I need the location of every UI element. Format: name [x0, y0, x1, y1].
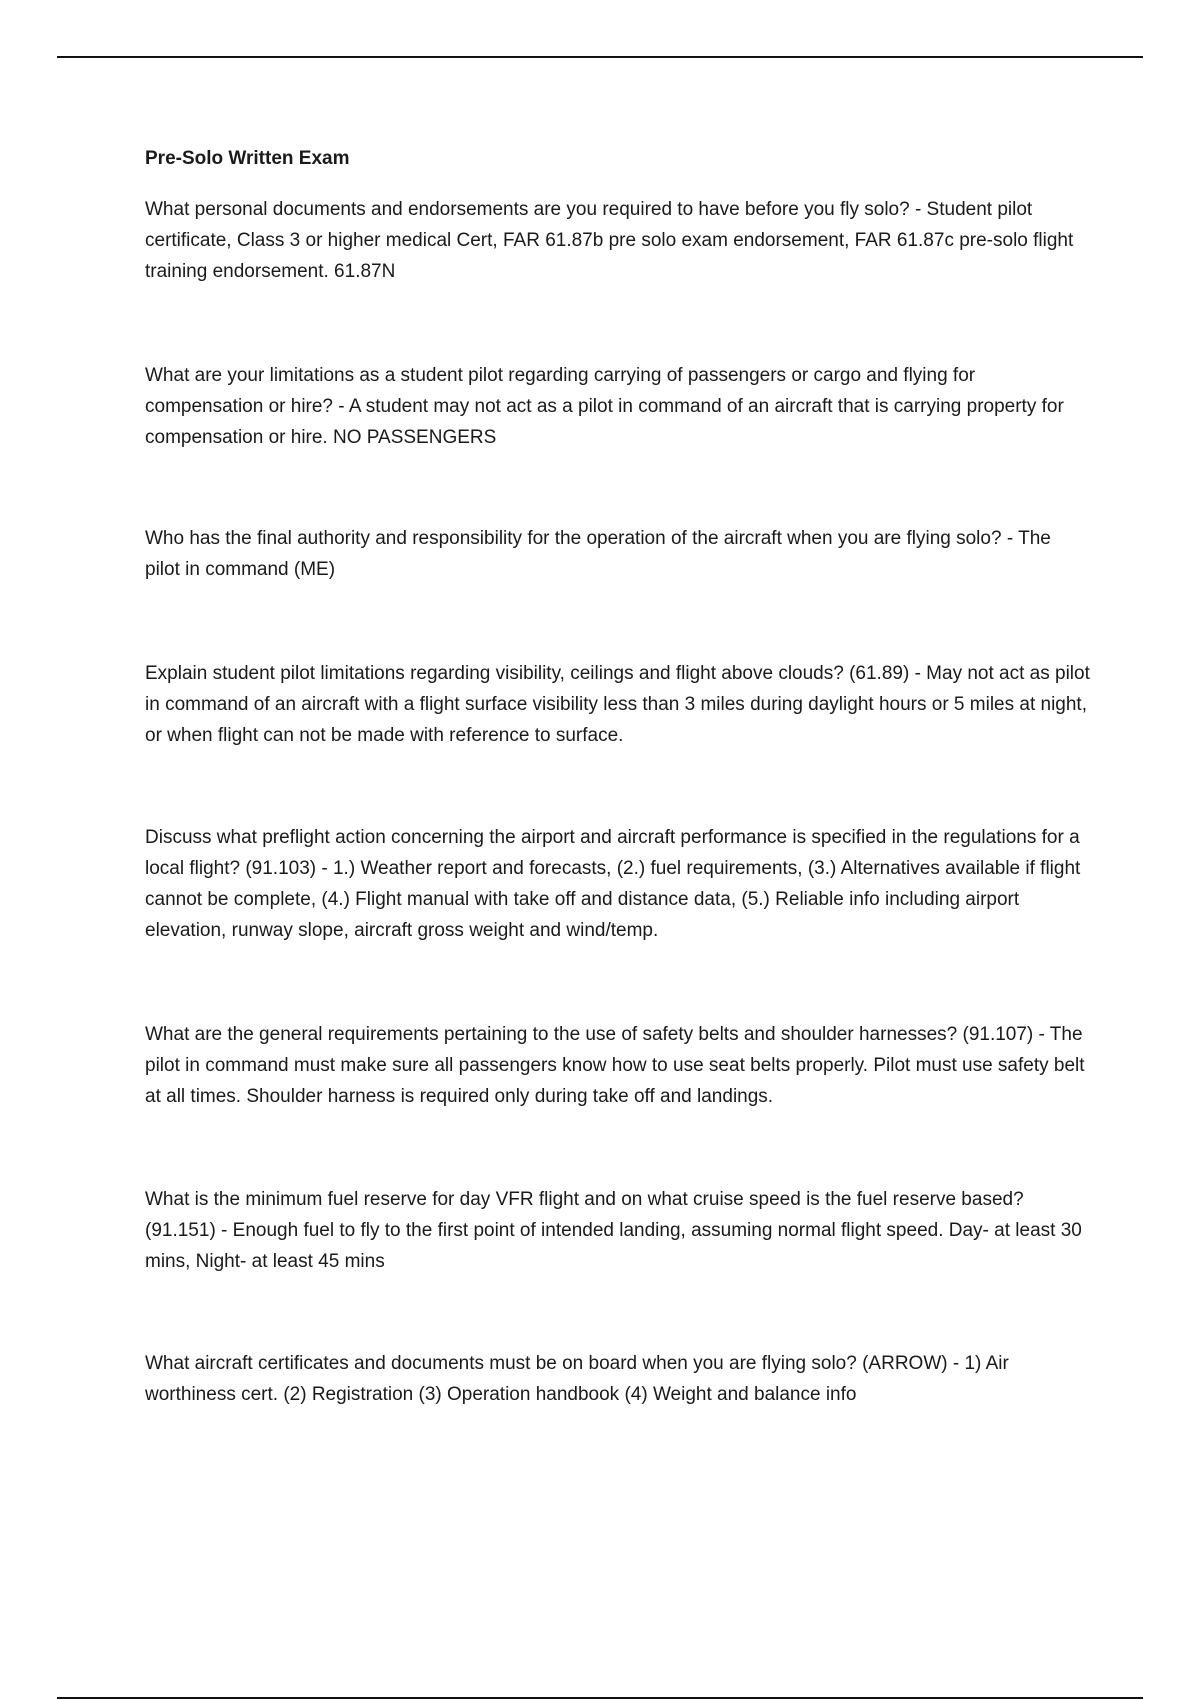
- qa-item-7: What is the minimum fuel reserve for day VFR flight and on what cruise speed is the fuel reserve based? (91.151) - Enough fuel to fly to the first point of intended landing, assuming normal flight speed. Day- at least 30 mins, Night- at least 45 mins: [145, 1189, 1082, 1272]
- footer-rule: [57, 1697, 1143, 1699]
- qa-item-8: What aircraft certificates and documents must be on board when you are flying solo? (ARROW) - 1) Air worthiness cert. (2) Registration (3) Operation handbook (4) Weight and balance info: [145, 1353, 1009, 1405]
- qa-item-1: What personal documents and endorsements are you required to have before you fly solo? - Student pilot certificate, Class 3 or higher medical Cert, FAR 61.87b pre solo exam endorsement, FAR 61.87c pre-solo flight training endorsement. 61.87N: [145, 199, 1074, 282]
- header-rule: [57, 56, 1143, 58]
- qa-item-2: What are your limitations as a student pilot regarding carrying of passengers or cargo and flying for compensation or hire? - A student may not act as a pilot in command of an aircraft that is carrying property for compensation or hire. NO PASSENGERS: [145, 365, 1064, 448]
- document-title: Pre-Solo Written Exam: [145, 148, 350, 169]
- document-body: [145, 144, 1090, 1405]
- qa-item-4: Explain student pilot limitations regarding visibility, ceilings and flight above clouds? (61.89) - May not act as pilot in command of an aircraft with a flight surface visibility less than 3 miles during daylight hours or 5 miles at night, or when flight can not be made with reference to surface.: [145, 663, 1090, 746]
- qa-item-5: Discuss what preflight action concerning the airport and aircraft performance is specified in the regulations for a local flight? (91.103) - 1.) Weather report and forecasts, (2.) fuel requirements, (3.) Alternatives available if flight cannot be complete, (4.) Flight manual with take off and distance data, (5.) Reliable info including airport elevation, runway slope, aircraft gross weight and wind/temp.: [145, 827, 1081, 941]
- qa-item-6: What are the general requirements pertaining to the use of safety belts and shoulder harnesses? (91.107) - The pilot in command must make sure all passengers know how to use seat belts properly. Pilot must use safety belt at all times. Shoulder harness is required only during take off and landings.: [145, 1024, 1085, 1107]
- qa-item-3: Who has the final authority and responsibility for the operation of the aircraft when you are flying solo? - The pilot in command (ME): [145, 528, 1051, 580]
